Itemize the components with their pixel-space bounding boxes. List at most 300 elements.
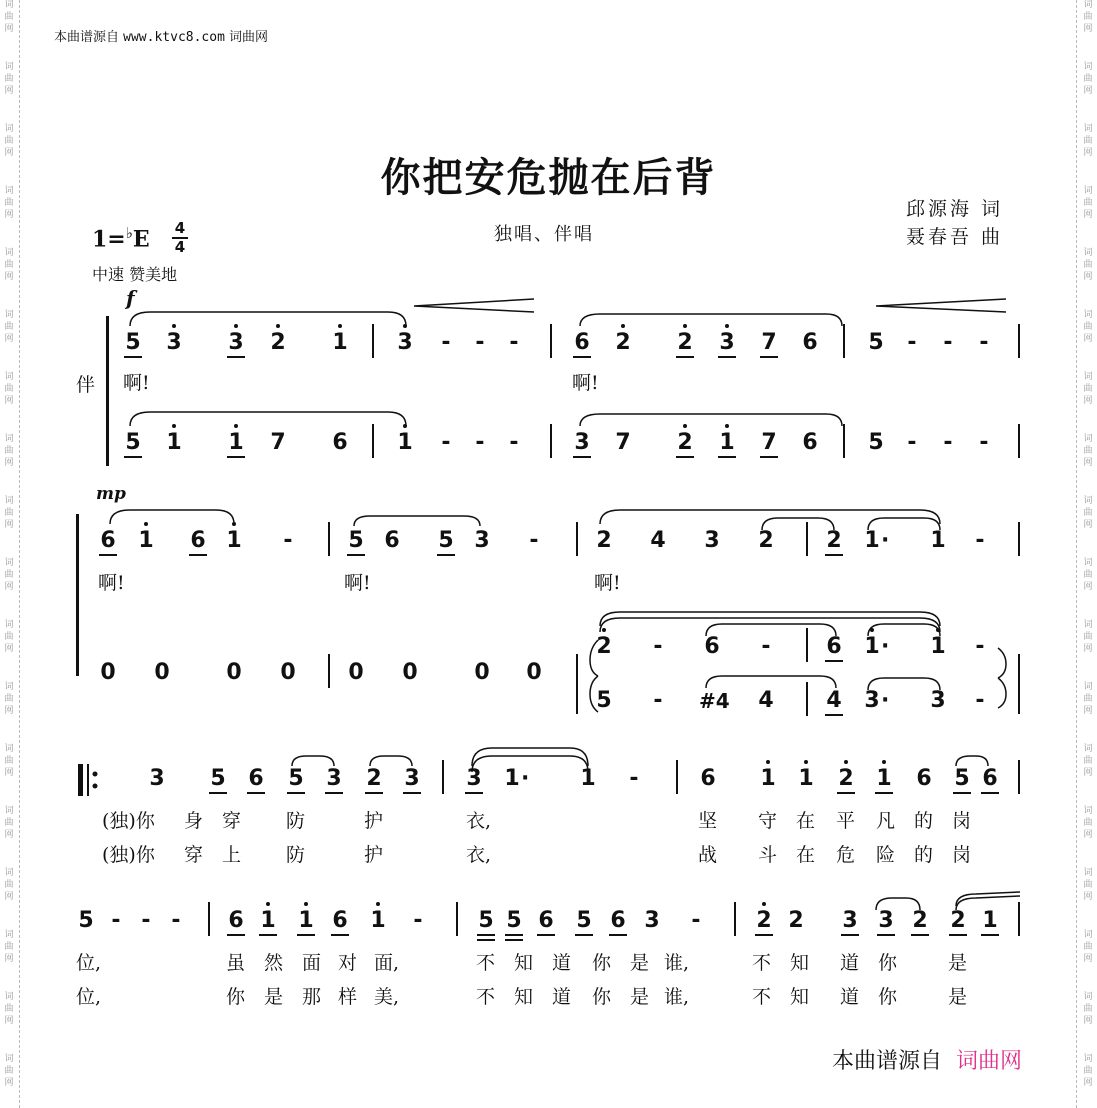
watermark-char: 网 [4,954,14,964]
dash-note: - [975,688,985,713]
watermark-char: 词 [1083,682,1093,692]
slur [600,510,940,524]
jianpu-note: 6 [245,766,267,792]
watermark-char: 网 [4,892,14,902]
dash-note: - [171,908,181,933]
watermark-char: 词 [4,62,14,72]
watermark-char: 词 [4,372,14,382]
jianpu-note: 5 [475,908,497,934]
composer-credit: 聂春吾 曲 [906,226,1004,248]
jianpu-note: 2 [363,766,385,792]
jianpu-note: 7 [270,430,286,455]
watermark-char: 网 [1083,334,1093,344]
lyric-syllable: 美, [374,986,400,1008]
key-label: 1= [92,226,126,253]
jianpu-note: 2 [674,330,696,356]
rest-note: 0 [100,660,116,685]
watermark-char: 曲 [1083,880,1093,890]
jianpu-note: 5 [435,528,457,554]
dash-note: - [975,634,985,659]
jianpu-note: 7 [758,330,780,356]
dash-note: - [691,908,701,933]
jianpu-note: 6 [607,908,629,934]
watermark-char: 网 [1083,768,1093,778]
jianpu-note: 2 [758,528,774,553]
watermark-char: 网 [4,644,14,654]
jianpu-note: 2 [593,634,615,660]
lyric-syllable: 穿 [222,810,242,832]
jianpu-note: 3 · [864,688,890,713]
watermark-char: 网 [4,210,14,220]
lyric-syllable: 位, [76,952,102,974]
rest-note: 0 [154,660,170,685]
lyric-syllable: 虽 [226,952,246,974]
watermark-char: 曲 [1083,198,1093,208]
watermark-char: 网 [4,24,14,34]
watermark-char: 曲 [1083,12,1093,22]
jianpu-note: 1 [873,766,895,792]
lyric-syllable: 知 [514,986,534,1008]
jianpu-note: 6 [225,908,247,934]
jianpu-note: 3 [716,330,738,356]
watermark-char: 网 [1083,706,1093,716]
lyric-syllable: 在 [796,810,816,832]
watermark-char: 网 [4,272,14,282]
tie [706,624,836,636]
jianpu-note: 6 [384,528,400,553]
source-label: 本曲谱源自 [54,30,120,45]
watermark-char: 网 [1083,272,1093,282]
watermark-char: 网 [4,148,14,158]
watermark-char: 网 [1083,458,1093,468]
lyric-syllable: 谁, [664,952,690,974]
watermark-char: 曲 [1083,508,1093,518]
watermark-char: 词 [1083,744,1093,754]
watermark-char: 网 [4,1016,14,1026]
voice-brace-right [998,648,1006,708]
watermark-char: 网 [1083,1016,1093,1026]
watermark-char: 网 [4,458,14,468]
jianpu-note: 5 [122,430,144,456]
watermark-char: 词 [1083,558,1093,568]
lyric-syllable: 在 [796,844,816,866]
time-top: 4 [174,219,186,237]
repeat-thick-bar [78,764,83,796]
performance-form: 独唱、伴唱 [494,224,594,245]
footer-site[interactable]: 词曲网 [956,1049,1023,1074]
lyric-syllable: 坚 [698,810,718,832]
watermark-char: 词 [4,806,14,816]
jianpu-note: 3 [394,330,416,356]
dash-note: - [441,330,451,355]
crescendo-hairpin [876,299,1006,312]
watermark-char: 曲 [1083,1004,1093,1014]
watermark-char: 网 [1083,830,1093,840]
song-title: 你把安危抛在后背 [380,154,717,201]
lyric-syllable: 的 [914,844,934,866]
jianpu-note: 2 [788,908,804,933]
watermark-char: 曲 [4,942,14,952]
jianpu-note: 1 [716,430,738,456]
jianpu-note: 5 [503,908,525,934]
lyric-syllable: 知 [790,986,810,1008]
jianpu-note: 6 [916,766,932,791]
rest-note: 0 [226,660,242,685]
jianpu-note: 1 [223,528,245,554]
lyric-syllable: 是 [948,986,968,1008]
lyric-syllable: 不 [752,986,772,1008]
rest-note: 0 [280,660,296,685]
dash-note: - [475,430,485,455]
watermark-char: 曲 [4,136,14,146]
rest-note: 0 [526,660,542,685]
rest-note: 0 [348,660,364,685]
jianpu-note: 6 [979,766,1001,792]
jianpu-note: 5 [596,688,612,713]
jianpu-note: 3 [401,766,423,792]
lyric-syllable: 啊! [98,572,125,594]
lyric-syllable: (独)你 [102,810,155,832]
tie [868,624,940,636]
jianpu-note: 3 [839,908,861,934]
jianpu-note: 5 [573,908,595,934]
watermark-char: 词 [4,930,14,940]
jianpu-note: 1 [135,528,157,554]
watermark-char: 词 [1083,0,1093,10]
watermark-char: 词 [1083,434,1093,444]
jianpu-note: 6 [802,330,818,355]
jianpu-note: 6 [823,634,845,660]
watermark-char: 网 [1083,86,1093,96]
slur [472,748,588,766]
dash-note: - [907,330,917,355]
watermark-char: 网 [4,86,14,96]
jianpu-note: 4 [650,528,666,553]
watermark-char: 曲 [1083,446,1093,456]
jianpu-note: 2 [909,908,931,934]
lyric-syllable: 道 [840,986,860,1008]
jianpu-note: 6 [704,634,720,659]
jianpu-note: 1 [927,634,949,660]
lyric-syllable: 知 [790,952,810,974]
lyric-syllable: 危 [836,844,856,866]
source-site: 词曲网 [229,30,269,45]
lyric-syllable: 凡 [876,810,896,832]
dash-note: - [653,688,663,713]
watermark-char: 曲 [4,818,14,828]
slur [370,756,412,766]
dash-note: - [979,430,989,455]
jianpu-note: 2 [823,528,845,554]
watermark-char: 曲 [4,198,14,208]
lyric-syllable: 是 [630,986,650,1008]
watermark-char: 曲 [1083,1066,1093,1076]
dash-note: - [413,908,423,933]
source-url[interactable]: www.ktvc8.com [123,30,225,45]
lyric-syllable: 啊! [594,572,621,594]
watermark-char: 网 [1083,24,1093,34]
dynamic-forte: f [126,286,135,310]
jianpu-note: 2 [596,528,612,553]
footer-label: 本曲谱源自 [832,1049,943,1074]
watermark-char: 网 [4,520,14,530]
slur [600,618,940,632]
watermark-char: 词 [4,434,14,444]
jianpu-note: 7 [615,430,631,455]
lyric-syllable: 对 [338,952,358,974]
jianpu-note: 1 [367,908,389,934]
jianpu-note: 3 [644,908,660,933]
watermark-char: 词 [1083,186,1093,196]
watermark-char: 网 [4,830,14,840]
dash-note: - [629,766,639,791]
watermark-char: 曲 [1083,756,1093,766]
jianpu-note: 1 · [861,634,883,660]
slur [956,896,1020,910]
jianpu-note: 5 [122,330,144,356]
dash-note: - [943,330,953,355]
watermark-char: 词 [4,868,14,878]
watermark-char: 曲 [1083,818,1093,828]
dash-note: - [441,430,451,455]
lyric-syllable: 衣, [466,844,492,866]
jianpu-note: 2 [947,908,969,934]
flat-sign: ♭ [125,224,133,242]
lyric-syllable: 护 [364,844,384,866]
repeat-dot [93,784,98,789]
dash-note: - [283,528,293,553]
jianpu-note: 2 [267,330,289,356]
jianpu-note: 1 [757,766,779,792]
watermark-char: 词 [4,248,14,258]
watermark-char: 词 [1083,248,1093,258]
watermark-char: 词 [1083,992,1093,1002]
watermark-char: 网 [1083,1078,1093,1088]
jianpu-note: #4 [699,689,730,713]
watermark-char: 网 [1083,210,1093,220]
lyric-syllable: 那 [302,986,322,1008]
watermark-char: 词 [4,682,14,692]
lyric-syllable: 岗 [952,810,972,832]
lyric-syllable: 谁, [664,986,690,1008]
tie [706,676,836,688]
key-letter: E [132,226,150,253]
repeat-sign [78,764,98,796]
watermark-char: 网 [4,334,14,344]
jianpu-note: 1 · [504,766,530,791]
watermark-char: 词 [1083,806,1093,816]
dynamic-mezzo-piano: mp [96,484,126,504]
watermark-char: 网 [1083,148,1093,158]
jianpu-note: 7 [758,430,780,456]
time-bottom: 4 [172,237,188,256]
rest-note: 0 [474,660,490,685]
lyric-syllable: 面 [302,952,322,974]
lyric-syllable: 险 [876,844,896,866]
jianpu-note: 2 [674,430,696,456]
watermark-char: 曲 [1083,694,1093,704]
jianpu-note: 5 [868,430,884,455]
watermark-char: 曲 [1083,942,1093,952]
crescendo-hairpin [414,299,534,312]
slur [580,414,842,426]
jianpu-note: 3 [323,766,345,792]
lyric-syllable: 平 [836,810,856,832]
jianpu-note: 3 [875,908,897,934]
jianpu-note: 5 [345,528,367,554]
watermark-char: 词 [1083,620,1093,630]
jianpu-note: 1 · [864,528,890,553]
jianpu-note: 6 [332,430,348,455]
lyric-syllable: 你 [878,952,898,974]
lyric-syllable: 啊! [123,372,150,394]
jianpu-note: 3 [930,688,946,713]
repeat-dot [93,772,98,777]
watermark-char: 网 [4,396,14,406]
rest-note: 0 [402,660,418,685]
slur-group [110,299,1020,910]
watermark-char: 词 [1083,372,1093,382]
tie [868,678,940,690]
jianpu-note: 1 [930,528,946,553]
lyric-syllable: 知 [514,952,534,974]
watermark-char: 曲 [1083,570,1093,580]
lyric-syllable: 斗 [758,844,778,866]
jianpu-note: 3 [463,766,485,792]
jianpu-note: 2 [835,766,857,792]
dash-note: - [509,430,519,455]
watermark-char: 词 [1083,930,1093,940]
jianpu-note: 5 [78,908,94,933]
dash-note: - [141,908,151,933]
watermark-char: 网 [1083,644,1093,654]
watermark-char: 词 [4,124,14,134]
lyric-syllable: 道 [840,952,860,974]
watermark-char: 曲 [4,322,14,332]
watermark-char: 曲 [4,1066,14,1076]
watermark-char: 网 [4,1078,14,1088]
watermark-char: 曲 [1083,632,1093,642]
lyric-syllable: 护 [364,810,384,832]
lyric-syllable: 是 [630,952,650,974]
jianpu-note: 4 [823,688,845,714]
dash-note: - [509,330,519,355]
lyric-syllable: 你 [226,986,246,1008]
watermark-char: 词 [1083,496,1093,506]
watermark-char: 曲 [4,260,14,270]
voice-brace-left [590,640,598,712]
lyric-syllable: 防 [286,810,306,832]
lyric-syllable: 身 [184,810,204,832]
jianpu-note: 2 [612,330,634,356]
jianpu-note: 1 [580,766,596,791]
slur [130,312,406,326]
jianpu-note: 4 [758,688,774,713]
watermark-char: 词 [4,744,14,754]
watermark-char: 词 [4,992,14,1002]
watermark-char: 曲 [4,570,14,580]
watermark-char: 网 [4,706,14,716]
jianpu-note: 5 [207,766,229,792]
watermark-char: 词 [4,496,14,506]
jianpu-note: 1 [257,908,279,934]
jianpu-note: 6 [535,908,557,934]
lyric-syllable: 你 [878,986,898,1008]
lyric-syllable: 战 [698,844,718,866]
repeat-thin-bar [87,764,89,796]
watermark-char: 词 [1083,1054,1093,1064]
watermark-char: 曲 [1083,384,1093,394]
slur [876,898,920,910]
jianpu-note: 6 [571,330,593,356]
dash-note: - [907,430,917,455]
lyric-syllable: 不 [752,952,772,974]
watermark-char: 词 [1083,124,1093,134]
lyric-syllable: 不 [476,986,496,1008]
lyric-syllable: 然 [264,952,284,974]
watermark-char: 网 [4,768,14,778]
jianpu-note: 2 [753,908,775,934]
lyric-syllable: 道 [552,986,572,1008]
slur [292,756,334,766]
lyric-syllable: 不 [476,952,496,974]
watermark-char: 曲 [1083,260,1093,270]
lyric-syllable: 防 [286,844,306,866]
dash-note: - [979,330,989,355]
jianpu-note: 3 [225,330,247,356]
dash-note: - [653,634,663,659]
jianpu-note: 3 [149,766,165,791]
slur [130,412,406,426]
lyric-syllable: 穿 [184,844,204,866]
lyric-syllable: 道 [552,952,572,974]
tie [868,518,940,530]
watermark-char: 曲 [4,508,14,518]
lyric-syllable: 你 [592,986,612,1008]
jianpu-note: 1 [225,430,247,456]
watermark-char: 词 [4,558,14,568]
dash-note: - [111,908,121,933]
lyric-syllable: (独)你 [102,844,155,866]
jianpu-note: 1 [295,908,317,934]
lyric-syllable: 啊! [344,572,371,594]
lyric-syllable: 是 [948,952,968,974]
watermark-char: 曲 [1083,136,1093,146]
lyric-syllable: 面, [374,952,400,974]
lyric-syllable: 守 [758,810,778,832]
watermark-char: 网 [1083,520,1093,530]
watermark-char: 曲 [4,880,14,890]
slur [354,516,480,526]
lyricist-credit: 邱源海 词 [906,198,1004,220]
part-label: 伴 [76,374,96,396]
jianpu-note: 1 [394,430,416,456]
tie [762,518,834,530]
watermark-char: 词 [4,620,14,630]
lyric-syllable: 衣, [466,810,492,832]
jianpu-note: 3 [474,528,490,553]
watermark-char: 曲 [4,1004,14,1014]
watermark-char: 曲 [4,446,14,456]
watermark-char: 词 [4,1054,14,1064]
watermark-char: 网 [1083,396,1093,406]
lyric-syllable: 是 [264,986,284,1008]
dash-note: - [975,528,985,553]
jianpu-note: 5 [285,766,307,792]
dash-note: - [475,330,485,355]
watermark-char: 网 [1083,892,1093,902]
watermark-char: 网 [4,582,14,592]
